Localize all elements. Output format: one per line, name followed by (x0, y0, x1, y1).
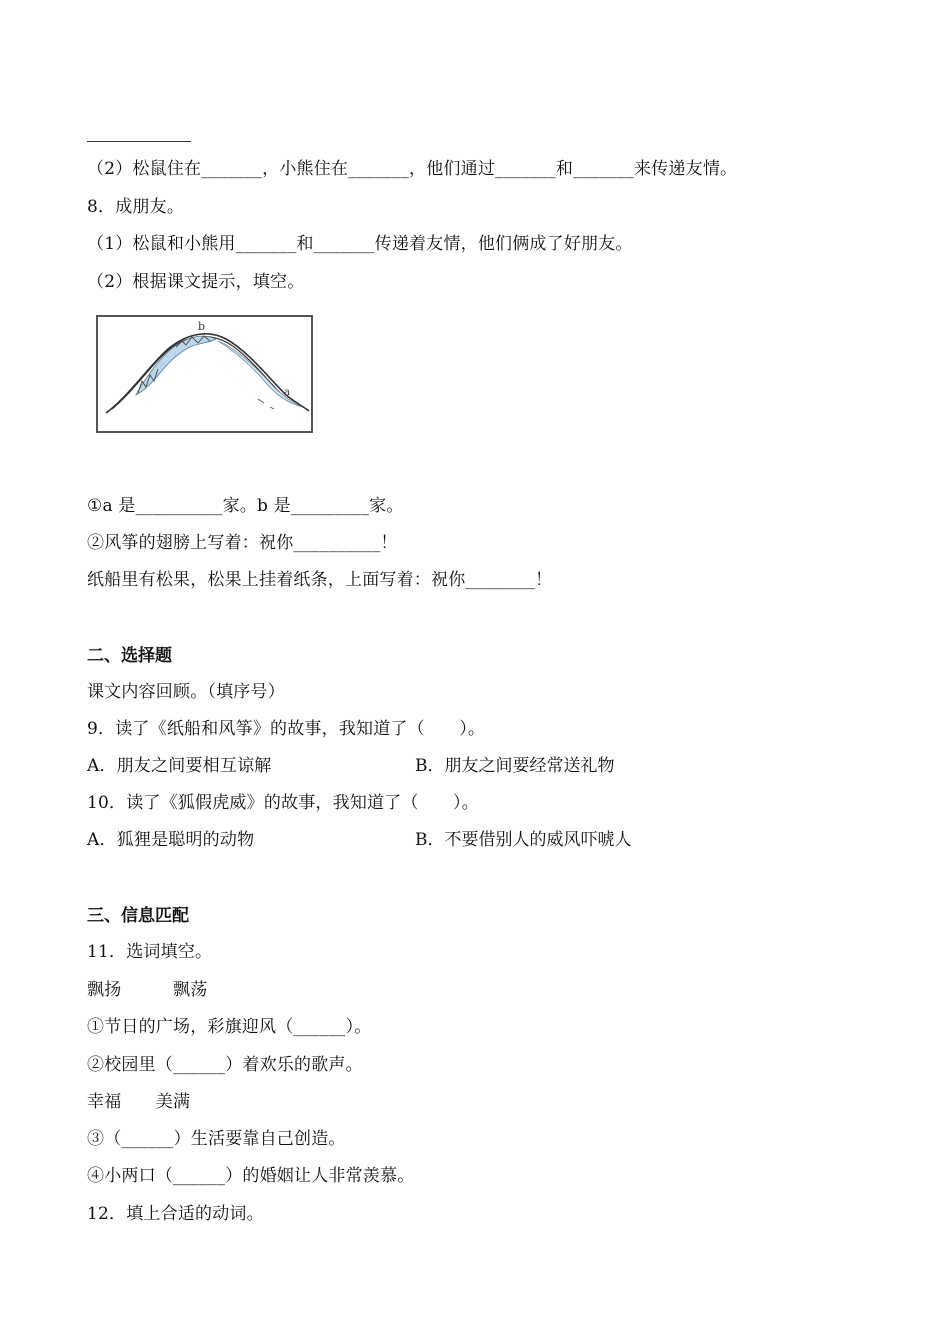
mountain-illustration (96, 315, 313, 433)
question-11: 11．选词填空。 (87, 942, 213, 962)
question-8-2: （2）根据课文提示，填空。 (87, 272, 305, 292)
fill-home-labels: ①a 是__________家。b 是_________家。 (87, 496, 404, 516)
question-7-2: （2）松鼠住在_______，小熊住在_______，他们通过_______和_______来传递友情。 (87, 159, 738, 179)
figure-label-b: b (198, 320, 206, 333)
question-8: 8．成朋友。 (87, 197, 185, 217)
question-8-1: （1）松鼠和小熊用_______和_______传递着友情，他们俩成了好朋友。 (87, 234, 633, 254)
word-choices-2: 幸福 美满 (87, 1092, 191, 1112)
sentence-3: ③（______）生活要靠自己创造。 (87, 1129, 346, 1149)
fill-boat-wish: 纸船里有松果，松果上挂着纸条，上面写着：祝你________！ (87, 570, 553, 590)
question-10: 10．读了《狐假虎威》的故事，我知道了（ ）。 (87, 793, 479, 813)
answer-line (87, 141, 191, 142)
fill-kite-wish: ②风筝的翅膀上写着：祝你__________！ (87, 533, 398, 553)
question-12: 12．填上合适的动词。 (87, 1204, 264, 1224)
section-3-heading: 三、信息匹配 (87, 906, 189, 926)
question-9-option-b: B．朋友之间要经常送礼物 (415, 756, 615, 776)
sentence-1: ①节日的广场，彩旗迎风（______）。 (87, 1017, 372, 1037)
question-9-option-a: A．朋友之间要相互谅解 (87, 756, 272, 776)
section-2-heading: 二、选择题 (87, 646, 172, 666)
sentence-2: ②校园里（______）着欢乐的歌声。 (87, 1055, 363, 1075)
question-9: 9．读了《纸船和风筝》的故事，我知道了（ ）。 (87, 719, 486, 739)
sentence-4: ④小两口（______）的婚姻让人非常羡慕。 (87, 1166, 415, 1186)
question-10-option-a: A．狐狸是聪明的动物 (87, 830, 255, 850)
word-choices-1: 飘扬 飘荡 (87, 980, 208, 1000)
figure-label-a: a (284, 387, 290, 398)
question-10-option-b: B．不要借别人的威风吓唬人 (415, 830, 632, 850)
mountain-drawing (98, 317, 311, 431)
section-2-intro: 课文内容回顾。（填序号） (87, 682, 285, 702)
